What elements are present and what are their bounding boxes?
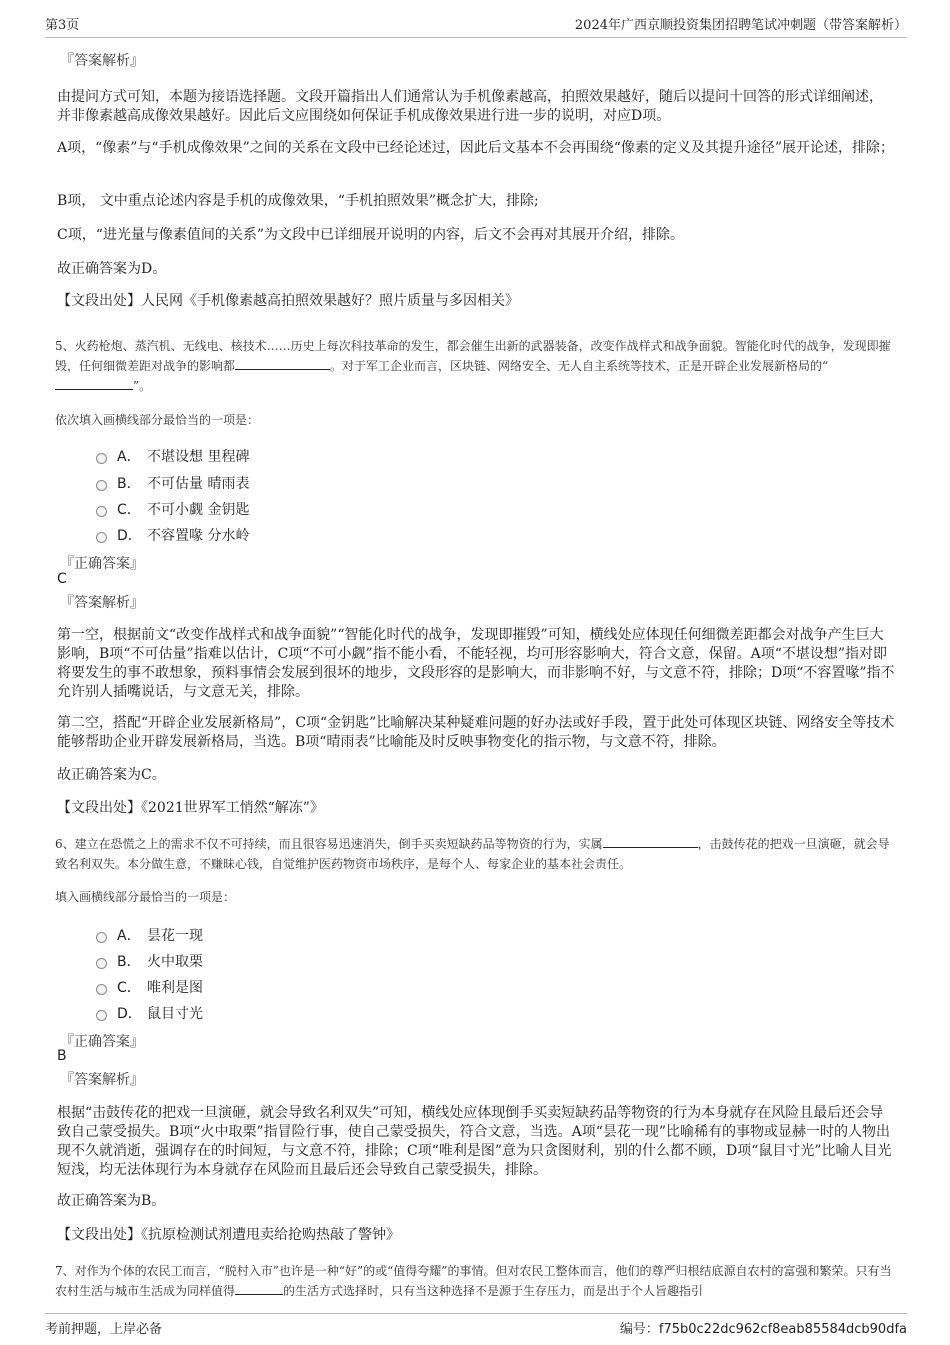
q6-stem [55,834,900,874]
q7-blank [235,1282,283,1295]
q6-blank [603,835,698,848]
q5-stem-part1: 5、火药枪炮、蒸汽机、无线电、核技术……历史上每次科技革命的发生，都会催生出新的武器装备，改变作战样式和战争面貌。智能化时代的战争，发现即摧毁，任何细微差距对战争的影响都 [55,339,891,373]
radio-icon[interactable] [96,532,107,543]
document-title: 2024年广西京顺投资集团招聘笔试冲刺题（带答案解析） [574,18,907,33]
q4-analysis-p2: A项，“像素”与“手机成像效果”之间的关系在文段中已经论述过，因此后文基本不会再围绕“像素的定义及其提升途径”展开论述，排除； [57,140,895,156]
q6-stem-part1: 6、建立在恐慌之上的需求不仅不可持续，而且很容易迅速消失，倒手买卖短缺药品等物资的行为，实属 [55,837,603,851]
q6-stem-part2: ，击鼓传花的把戏一旦演砸，就会导致名利双失。本分做生意，不赚昧心钱，自觉维护医药物资市场秩序，是每个人、每家企业的基本社会责任。 [55,837,890,871]
q6-analysis-p1: 根据“击鼓传花的把戏一旦演砸，就会导致名利双失”可知，横线处应体现倒手买卖短缺药品等物资的行为本身就存在风险且最后还会导致自己蒙受损失。B项“火中取栗”指冒险行事，使自己蒙受损失，符合文意，当选。A项“昙花一现”比喻稀有的事物或显赫一时的人物出现不久就消逝，强调存在的时间短，与文意不符，排除；C项“唯利是图”意为只贪图财利，别的什么都不顾，D项“鼠目寸光”比喻人目光短浅，均无法体现行为本身就存在风险而且最后还会导致自己蒙受损失，排除。 [57,1105,892,1178]
page-footer [45,1313,907,1337]
radio-icon[interactable] [96,480,107,491]
radio-icon[interactable] [96,506,107,517]
q4-analysis-p1: 由提问方式可知，本题为接语选择题。文段开篇指出人们通常认为手机像素越高，拍照效果越好，随后以提问十回答的形式详细阐述，并非像素越高成像效果越好。因此后文应围绕如何保证手机成像效果进行进一步的说明，对应D项。 [57,89,883,124]
q7-stem [55,1261,900,1301]
radio-icon[interactable] [96,958,107,969]
q5-stem-part3: ”。 [133,379,152,393]
q5-stem-part2: 。对于军工企业而言，区块链、网络安全、无人自主系统等技术，正是开辟企业发展新格局的“ [330,359,829,373]
q5-analysis-label: 『答案解析』 [60,595,144,611]
q6-analysis-label: 『答案解析』 [60,1072,144,1088]
q5-blank-1 [235,357,330,370]
q6-option-c[interactable]: C． 唯利是图 [96,977,203,997]
q6-source: 【文段出处】《抗原检测试剂遭甩卖给抢购热敲了警钟》 [57,1227,400,1243]
q6-prompt: 填入画横线部分最恰当的一项是： [55,890,236,904]
radio-icon[interactable] [96,1010,107,1021]
radio-icon[interactable] [96,984,107,995]
q5-option-c[interactable]: C． 不可小觑 金钥匙 [96,499,249,519]
q6-option-a[interactable]: A． 昙花一现 [96,925,203,945]
q4-analysis-p3: B项， 文中重点论述内容是手机的成像效果，“手机拍照效果”概念扩大，排除; [57,193,539,209]
q4-answer-statement: 故正确答案为D。 [57,261,167,277]
q4-analysis-label: 『答案解析』 [60,53,144,69]
q5-option-d[interactable]: D． 不容置喙 分水岭 [96,525,249,545]
q7-stem-part2: 的生活方式选择时，只有当这种选择不是源于生存压力，而是出于个人旨趣指引 [283,1284,704,1298]
q5-analysis-p1: 第一空，根据前文“改变作战样式和战争面貌”“智能化时代的战争，发现即摧毁”可知，横线处应体现任何细微差距都会对战争产生巨大影响，B项“不可估量”指难以估计，C项“不可小觑”指不能小看，不能轻视，均可形容影响大，符合文意，保留。A项“不堪设想”指对即将要发生的事不敢想象，预料事情会发展到很坏的地步，文段形容的是影响大，而非影响不好，与文意不符，排除；D项“不容置喙”指不允许别人插嘴说话，与文意无关，排除。 [57,627,895,700]
q5-answer: C [57,571,67,587]
q6-answer: B [57,1048,67,1064]
page-header [45,14,907,38]
q5-prompt: 依次填入画横线部分最恰当的一项是： [55,413,260,427]
q6-option-b[interactable]: B． 火中取栗 [96,951,203,971]
document-code [620,1318,907,1337]
radio-icon[interactable] [96,453,107,464]
q7-stem-part1: 7、对作为个体的农民工而言，“脱村入市”也许是一种“好”的或“值得夸耀”的事情。但对农民工整体而言，他们的尊严归根结底源自农村的富强和繁荣。只有当农村生活与城市生活成为同样值得 [55,1264,892,1298]
q6-option-d[interactable]: D． 鼠目寸光 [96,1003,203,1023]
q4-analysis-p4: C项，“进光量与像素值间的关系”为文段中已详细展开说明的内容，后文不会再对其展开介绍，排除。 [57,227,685,243]
q5-option-b[interactable]: B． 不可估量 晴雨表 [96,473,249,493]
q6-answer-statement: 故正确答案为B。 [57,1193,166,1209]
document-code-value: f75b0c22dc962cf8eab85584dcb90dfa [658,1322,907,1337]
document-code-label: 编号： [619,1322,659,1337]
q5-correct-label: 『正确答案』 [60,556,144,572]
radio-icon[interactable] [96,932,107,943]
q5-stem [55,336,900,396]
q5-source: 【文段出处】《2021世界军工悄然“解冻”》 [57,800,324,816]
q5-option-a[interactable]: A． 不堪设想 里程碑 [96,446,249,466]
footer-slogan: 考前押题，上岸必备 [45,1322,163,1337]
q5-blank-2 [55,377,133,390]
q4-source: 【文段出处】人民网《手机像素越高拍照效果越好？照片质量与多因相关》 [57,293,519,309]
q6-correct-label: 『正确答案』 [60,1034,144,1050]
page-number: 第3页 [45,18,80,33]
q5-analysis-p2: 第二空，搭配“开辟企业发展新格局”，C项“金钥匙”比喻解决某种疑难问题的好办法或好手段，置于此处可体现区块链、网络安全等技术能够帮助企业开辟发展新格局，当选。B项“晴雨表”比喻能及时反映事物变化的指示物，与文意不符，排除。 [57,715,895,750]
q5-answer-statement: 故正确答案为C。 [57,767,166,783]
